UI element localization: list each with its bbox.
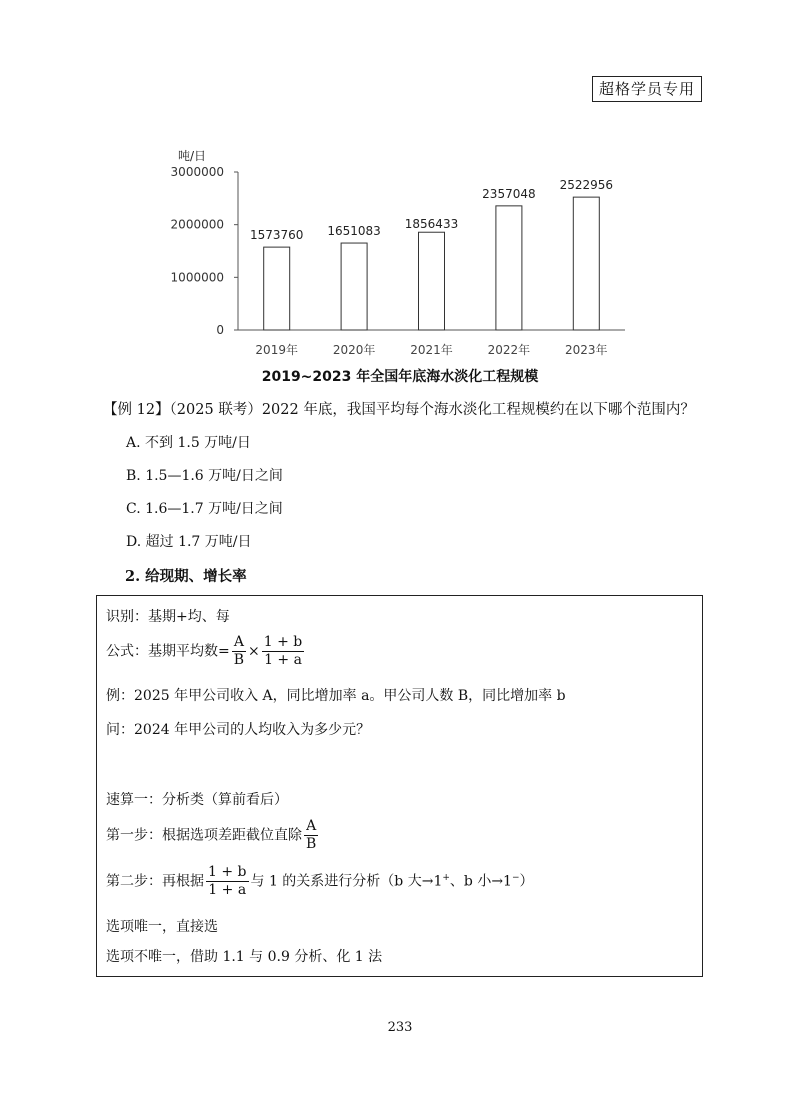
option-c: C. 1.6—1.7 万吨/日之间 — [126, 501, 283, 517]
step2-separator: 、b 小→1 — [449, 873, 512, 890]
x-category-label: 2020年 — [332, 343, 376, 357]
fraction-growth — [262, 634, 305, 669]
bar — [573, 197, 599, 330]
option-d: D. 超过 1.7 万吨/日 — [126, 534, 252, 550]
bar-value-label: 2522956 — [559, 178, 614, 193]
fraction-numerator: 1 + b — [263, 634, 303, 650]
page-number: 233 — [387, 1020, 413, 1035]
step2-middle: 与 1 的关系进行分析（b 大→1 — [250, 873, 443, 890]
x-category-label: 2019年 — [255, 343, 298, 357]
superscript-minus: − — [511, 872, 520, 883]
step2-line — [106, 864, 534, 899]
seawater-desalination-bar-chart — [170, 140, 640, 370]
fraction-growth — [206, 864, 249, 899]
fraction-denominator: B — [233, 652, 245, 668]
x-category-label: 2022年 — [487, 343, 531, 357]
example-line: 例：2025 年甲公司收入 A，同比增加率 a。甲公司人数 B，同比增加率 b — [106, 688, 566, 704]
y-tick-label: 1000000 — [170, 270, 224, 285]
y-tick-label: 3000000 — [170, 165, 224, 179]
step2-prefix: 第二步：再根据 — [106, 873, 204, 890]
fraction-a-over-b — [232, 634, 246, 669]
fraction-denominator: B — [306, 836, 317, 852]
fraction-numerator: 1 + b — [208, 864, 247, 880]
y-axis-unit-label: 吨/日 — [178, 149, 207, 163]
x-category-label: 2021年 — [410, 343, 453, 357]
y-tick-label: 0 — [216, 323, 224, 337]
option-b: B. 1.5—1.6 万吨/日之间 — [126, 468, 283, 484]
method-box — [96, 595, 703, 977]
not-unique-line: 选项不唯一，借助 1.1 与 0.9 分析、化 1 法 — [106, 949, 383, 965]
fraction-denominator: 1 + a — [208, 882, 247, 898]
section-heading: 2. 给现期、增长率 — [125, 568, 247, 585]
x-category-label: 2023年 — [565, 343, 608, 357]
bar-value-label: 1856433 — [404, 217, 459, 232]
bar — [341, 243, 367, 330]
bar — [264, 247, 290, 330]
formula-prefix: 公式：基期平均数= — [106, 643, 230, 660]
bar-value-label: 1651083 — [327, 224, 381, 239]
bar — [496, 206, 522, 330]
fraction-denominator: 1 + a — [264, 652, 302, 668]
method-line: 速算一：分析类（算前看后） — [106, 792, 288, 808]
y-tick-label: 2000000 — [170, 217, 224, 232]
step2-end: ） — [519, 873, 534, 890]
chart-title: 2019~2023 年全国年底海水淡化工程规模 — [261, 369, 539, 385]
step1-prefix: 第一步：根据选项差距截位直除 — [106, 827, 302, 844]
bar-value-label: 2357048 — [482, 186, 536, 201]
superscript-plus: + — [442, 872, 450, 883]
bar — [419, 232, 445, 330]
identify-line: 识别：基期+均、每 — [106, 609, 230, 625]
fraction-a-over-b — [304, 818, 318, 853]
times-sign: × — [248, 643, 260, 660]
fraction-numerator: A — [233, 634, 244, 650]
example-question: 【例 12】（2025 联考）2022 年底，我国平均每个海水淡化工程规模约在以下哪个范围内？ — [103, 402, 695, 418]
step1-line — [106, 818, 320, 853]
bar-value-label: 1573760 — [249, 228, 304, 243]
fraction-numerator: A — [306, 818, 317, 834]
ask-line: 问：2024 年甲公司的人均收入为多少元？ — [106, 722, 371, 738]
unique-line: 选项唯一，直接选 — [106, 919, 218, 935]
student-only-tag: 超格学员专用 — [592, 76, 702, 102]
option-a: A. 不到 1.5 万吨/日 — [126, 435, 251, 451]
formula-line — [106, 634, 306, 669]
